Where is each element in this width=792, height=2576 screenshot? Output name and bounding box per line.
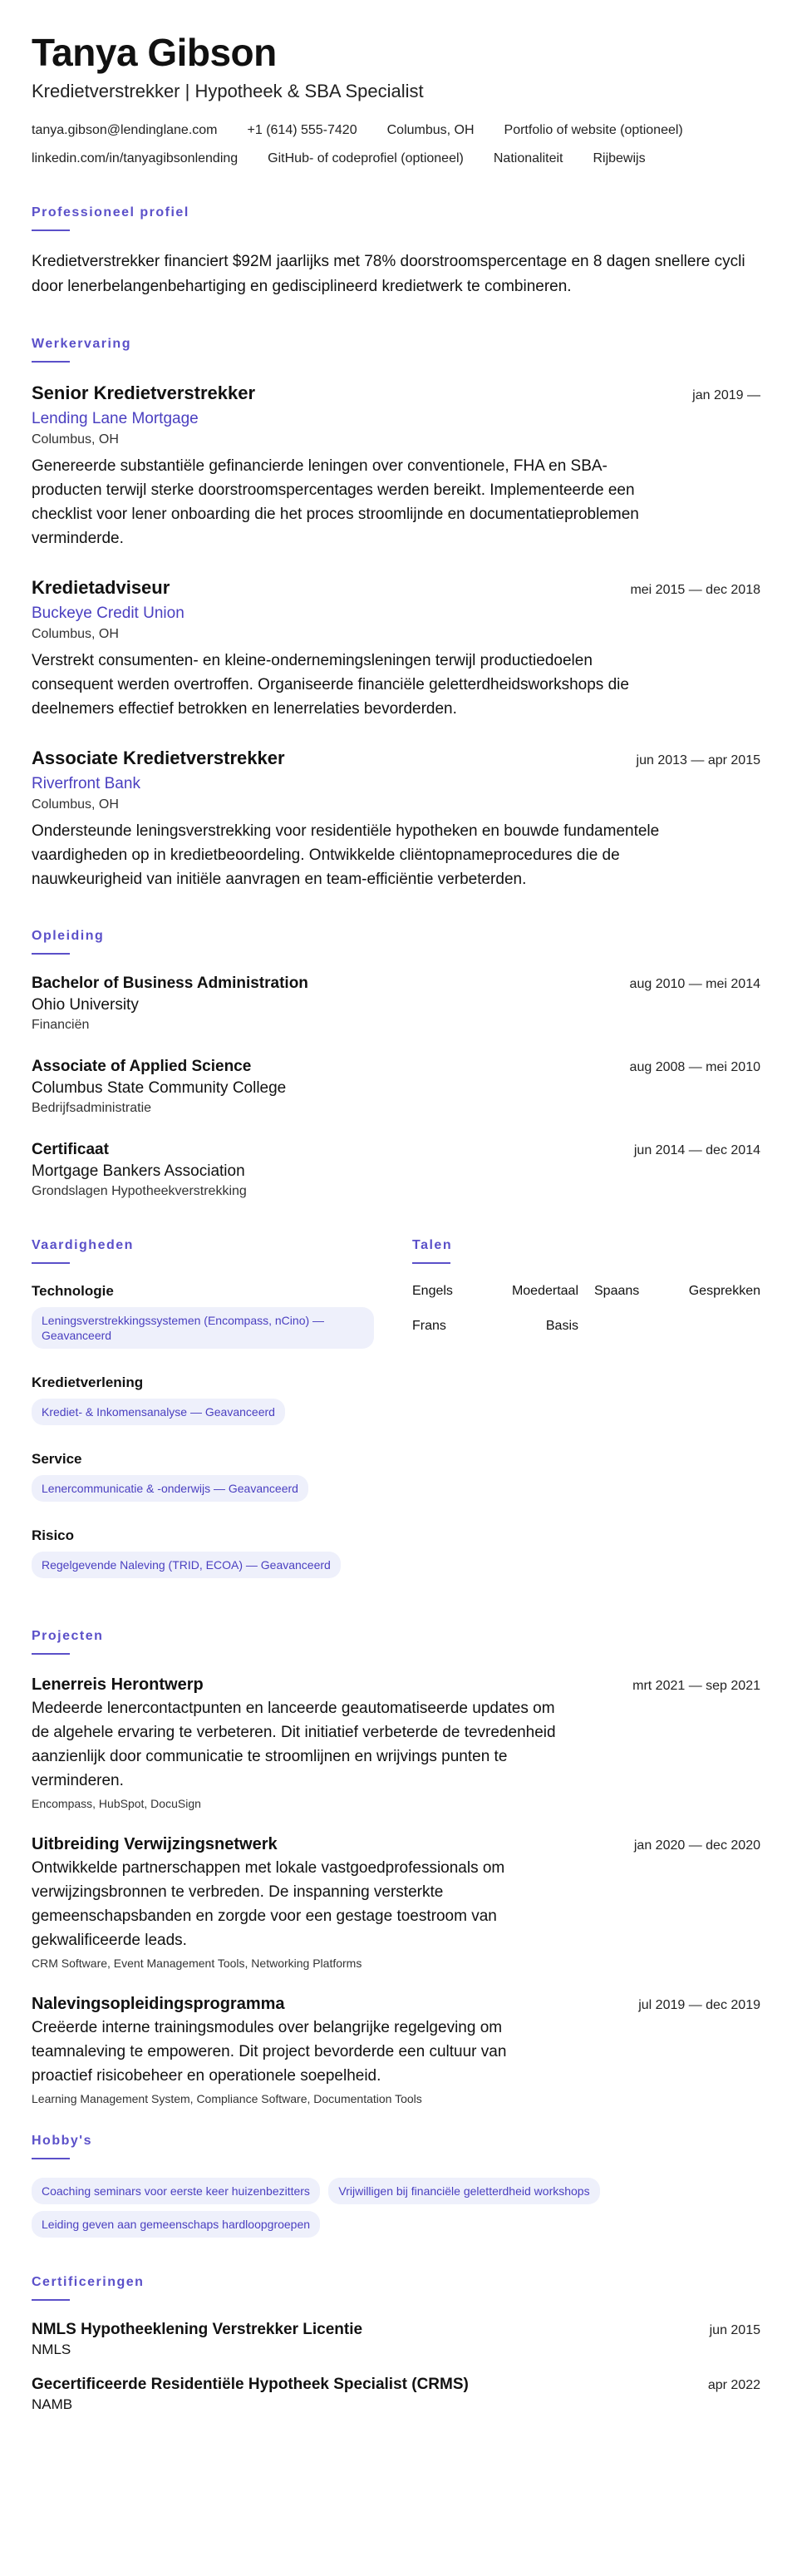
section-divider: [32, 1653, 70, 1655]
skill-pill: Regelgevende Naleving (TRID, ECOA) — Geavanceerd: [32, 1552, 341, 1578]
skill-category-name: Risico: [32, 1527, 75, 1543]
section-divider: [32, 1262, 70, 1264]
skill-category-name: Service: [32, 1451, 82, 1467]
skill-category: [32, 1450, 379, 1508]
language-level: Moedertaal: [511, 1284, 578, 1298]
education-entry: [32, 1139, 760, 1201]
contact-nationality: Nationaliteit: [493, 151, 563, 165]
contact-github[interactable]: GitHub- of codeprofiel (optioneel): [268, 151, 464, 165]
job-entry: [32, 381, 760, 550]
certification-entry: [32, 2374, 760, 2414]
certifications-section: [32, 2274, 760, 2414]
language-level: Gesprekken: [688, 1284, 760, 1298]
project-description: Creëerde interne trainingsmodules over belangrijke regelgeving om teamnaleving te empoweren. Dit project bevorderde een cultuur van proactief risicobeheer en operationele soepelheid.: [32, 2019, 507, 2085]
candidate-name: Tanya Gibson: [32, 31, 277, 74]
section-divider: [32, 2299, 70, 2301]
projects-section: [32, 1628, 760, 2108]
certification-issuer: NAMB: [32, 2396, 73, 2412]
profile-summary: Kredietverstrekker financiert $92M jaarlijks met 78% doorstroomspercentage en 8 dagen snellere cycli door lenerbelangenbehartiging en gedisciplineerd kredietwerk te combineren.: [32, 253, 745, 295]
job-location: Columbus, OH: [32, 627, 119, 641]
education-school: Columbus State Community College: [32, 1079, 287, 1097]
section-heading: Talen: [412, 1238, 453, 1252]
project-description: Medeerde lenercontactpunten en lanceerde geautomatiseerde updates om de algehele ervaring te verbeteren. Dit initiatief verbeterde de tevredenheid aanzienlijk door communicatie te stroomlijnen en wrijvings punten te verminderen.: [32, 1700, 556, 1789]
profile-section: [32, 205, 760, 299]
job-description: Genereerde substantiële gefinancierde leningen over conventionele, FHA en SBA-producten terwijl sterke doorstroomspercentages werden bereikt. Implementeerde een checklist voor lener onboarding die het proces stroomlijnde en documentatieproblemen verminderde.: [32, 457, 639, 547]
education-date: aug 2010 — mei 2014: [629, 977, 760, 991]
language-level: Basis: [545, 1319, 578, 1333]
skill-category: [32, 1374, 379, 1432]
section-heading: Projecten: [32, 1629, 104, 1643]
project-date: mrt 2021 — sep 2021: [632, 1679, 760, 1693]
contact-row-2: [32, 150, 760, 168]
project-entry: [32, 1992, 760, 2108]
project-title: Uitbreiding Verwijzingsnetwerk: [32, 1835, 278, 1853]
certification-date: apr 2022: [707, 2378, 760, 2392]
section-divider: [32, 2158, 70, 2159]
contact-phone[interactable]: +1 (614) 555-7420: [247, 123, 357, 137]
certification-title: NMLS Hypotheeklening Verstrekker Licentie: [32, 2321, 363, 2338]
hobbies-section: [32, 2133, 760, 2244]
language-name: Spaans: [594, 1284, 640, 1298]
project-description: Ontwikkelde partnerschappen met lokale vastgoedprofessionals om verwijzingsbronnen te verbreden. De inspanning versterkte gemeenschapsbanden en zorgde voor een gestage toestroom van gekwalificeerde leads.: [32, 1859, 505, 1949]
skill-category: [32, 1282, 379, 1355]
project-title: Nalevingsopleidingsprogramma: [32, 1995, 285, 2013]
hobby-pill: Vrijwilligen bij financiële geletterdheid workshops: [328, 2178, 599, 2204]
education-school: Ohio University: [32, 996, 139, 1014]
job-entry: [32, 575, 760, 721]
section-divider: [32, 361, 70, 363]
job-location: Columbus, OH: [32, 797, 119, 812]
job-location: Columbus, OH: [32, 432, 119, 447]
section-heading: Opleiding: [32, 929, 105, 943]
skill-pill: Krediet- & Inkomensanalyse — Geavanceerd: [32, 1399, 285, 1425]
education-degree: Certificaat: [32, 1141, 109, 1158]
project-title: Lenerreis Herontwerp: [32, 1675, 204, 1694]
education-school: Mortgage Bankers Association: [32, 1162, 245, 1180]
job-title: Kredietadviseur: [32, 577, 170, 598]
section-heading: Certificeringen: [32, 2275, 145, 2289]
project-tools: Learning Management System, Compliance Software, Documentation Tools: [32, 2092, 422, 2105]
contact-location: Columbus, OH: [386, 123, 475, 137]
project-entry: [32, 1673, 760, 1813]
hobby-pill: Leiding geven aan gemeenschaps hardloopgroepen: [32, 2211, 320, 2238]
project-tools: CRM Software, Event Management Tools, Networking Platforms: [32, 1957, 362, 1970]
education-field: Grondslagen Hypotheekverstrekking: [32, 1184, 247, 1198]
skill-category: [32, 1527, 379, 1585]
section-divider: [32, 953, 70, 955]
skills-languages-row: [32, 1237, 760, 1603]
skill-category-name: Kredietverlening: [32, 1374, 144, 1390]
section-divider: [412, 1262, 450, 1264]
language-name: Engels: [412, 1284, 453, 1298]
language-row: [412, 1317, 760, 1335]
contact-email[interactable]: tanya.gibson@lendinglane.com: [32, 123, 218, 137]
certification-date: jun 2015: [709, 2323, 760, 2337]
section-heading: Professioneel profiel: [32, 205, 189, 220]
project-tools: Encompass, HubSpot, DocuSign: [32, 1797, 201, 1810]
job-title: Associate Kredietverstrekker: [32, 748, 285, 768]
job-company: Lending Lane Mortgage: [32, 410, 199, 427]
education-degree: Bachelor of Business Administration: [32, 975, 308, 992]
certification-entry: [32, 2319, 760, 2359]
education-date: jun 2014 — dec 2014: [633, 1143, 760, 1157]
section-divider: [32, 229, 70, 231]
project-date: jul 2019 — dec 2019: [638, 1998, 760, 2012]
contact-linkedin[interactable]: linkedin.com/in/tanyagibsonlending: [32, 151, 239, 165]
section-heading: Vaardigheden: [32, 1238, 134, 1252]
resume-header: [32, 30, 760, 168]
education-degree: Associate of Applied Science: [32, 1058, 252, 1075]
project-entry: [32, 1833, 760, 1972]
education-entry: [32, 1056, 760, 1118]
language-entry: [594, 1282, 760, 1300]
hobby-list: [32, 2178, 760, 2244]
education-section: [32, 928, 760, 1201]
job-date: mei 2015 — dec 2018: [630, 583, 760, 597]
job-description: Ondersteunde leningsverstrekking voor residentiële hypotheken en bouwde fundamentele vaardigheden op in kredietbeoordeling. Ontwikkelde cliëntopnameprocedures die de nauwkeurigheid van initiële aanvragen en team-efficiëntie verbeterden.: [32, 822, 660, 888]
language-name: Frans: [412, 1319, 446, 1333]
project-date: jan 2020 — dec 2020: [633, 1838, 760, 1853]
language-row: [412, 1282, 760, 1300]
job-date: jun 2013 — apr 2015: [636, 753, 760, 767]
job-date: jan 2019 —: [692, 388, 760, 402]
skill-pill: Lenercommunicatie & -onderwijs — Geavanceerd: [32, 1475, 308, 1502]
language-entry: [412, 1282, 578, 1300]
contact-row-1: [32, 121, 760, 140]
education-field: Financiën: [32, 1018, 90, 1032]
contact-portfolio[interactable]: Portfolio of website (optioneel): [504, 123, 683, 137]
education-entry: [32, 973, 760, 1034]
job-company: Buckeye Credit Union: [32, 605, 184, 622]
section-heading: Werkervaring: [32, 337, 131, 351]
skill-pill: Leningsverstrekkingssystemen (Encompass, nCino) — Geavanceerd: [32, 1307, 374, 1349]
job-company: Riverfront Bank: [32, 775, 140, 792]
candidate-title: Kredietverstrekker | Hypotheek & SBA Specialist: [32, 81, 424, 101]
skills-section: [32, 1237, 379, 1603]
language-entry: [412, 1317, 578, 1335]
certification-title: Gecertificeerde Residentiële Hypotheek Specialist (CRMS): [32, 2376, 469, 2393]
hobby-pill: Coaching seminars voor eerste keer huizenbezitters: [32, 2178, 320, 2204]
education-field: Bedrijfsadministratie: [32, 1101, 152, 1115]
skill-category-name: Technologie: [32, 1283, 114, 1299]
certification-issuer: NMLS: [32, 2342, 71, 2357]
languages-section: [412, 1237, 760, 1603]
experience-section: [32, 336, 760, 891]
job-description: Verstrekt consumenten- en kleine-ondernemingsleningen terwijl productiedoelen consequent werden overtroffen. Organiseerde financiële geletterdheidsworkshops die deelnemers effectief betrokken en lenerrelaties bevorderden.: [32, 652, 629, 718]
education-date: aug 2008 — mei 2010: [629, 1060, 760, 1074]
section-heading: Hobby's: [32, 2134, 92, 2148]
job-title: Senior Kredietverstrekker: [32, 382, 256, 403]
contact-license: Rijbewijs: [593, 151, 646, 165]
job-entry: [32, 746, 760, 891]
